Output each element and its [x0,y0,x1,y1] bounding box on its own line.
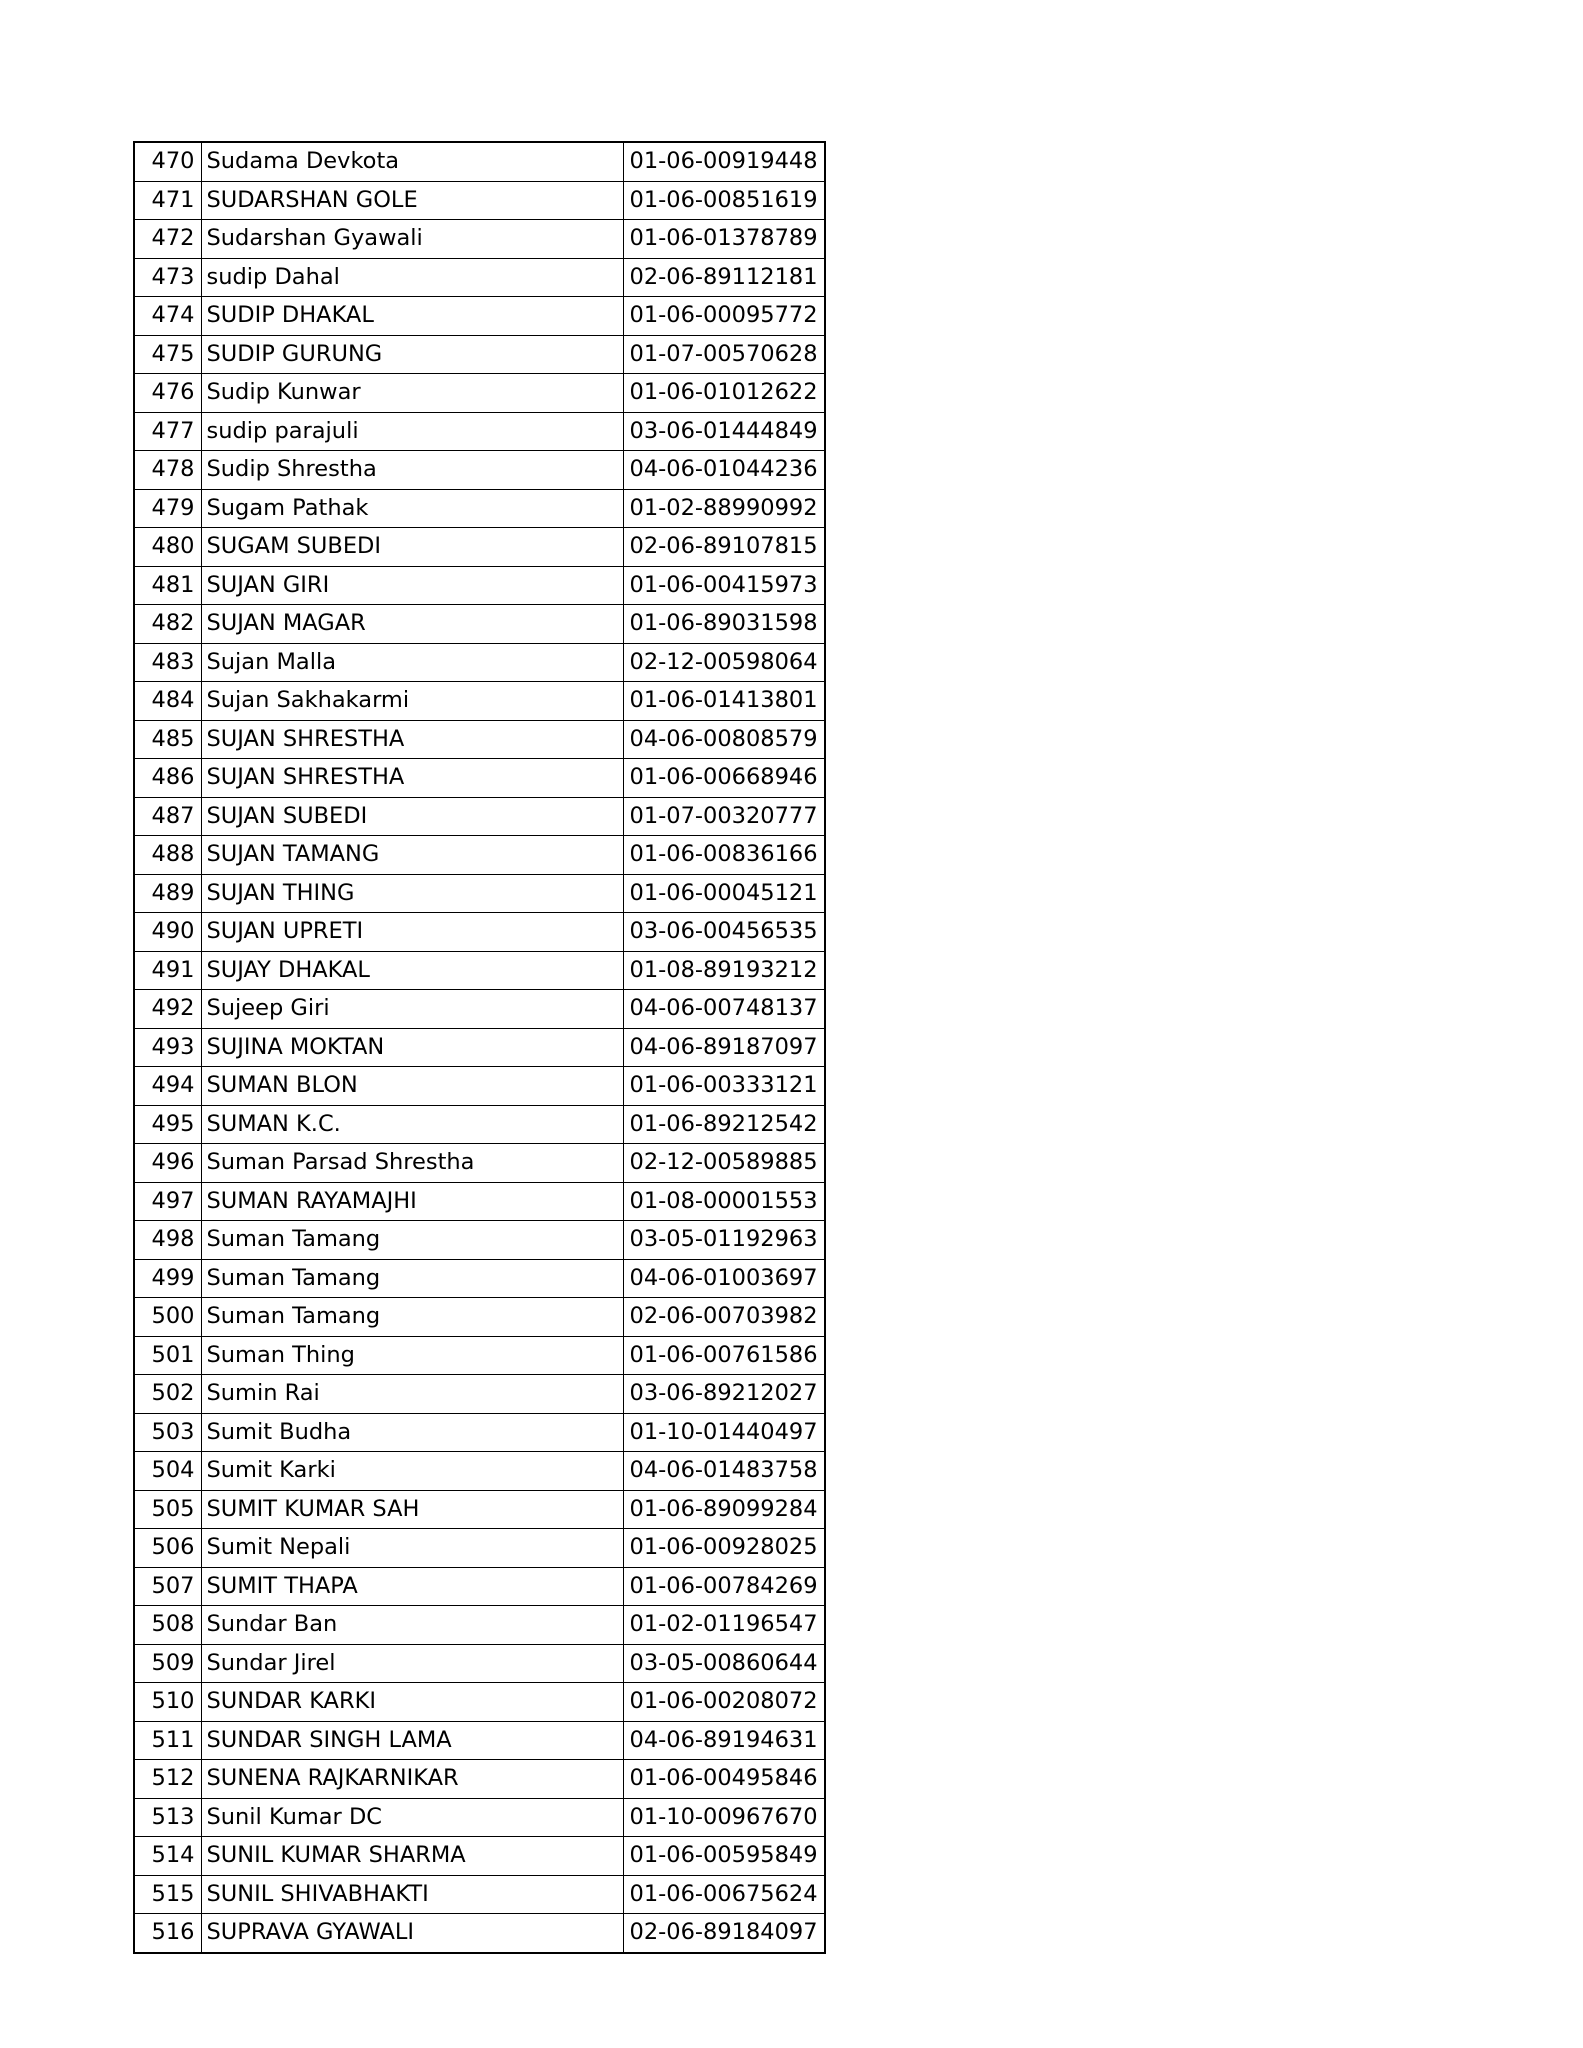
row-index-cell: 492 [134,990,201,1029]
row-id-cell: 03-05-01192963 [623,1221,825,1260]
table-row [134,797,825,836]
row-id-cell: 04-06-89187097 [623,1028,825,1067]
row-id-cell: 04-06-01044236 [623,451,825,490]
row-index-cell: 509 [134,1644,201,1683]
row-name-cell: SUJAN GIRI [201,566,623,605]
row-name-cell: SUJAY DHAKAL [201,951,623,990]
row-id-cell: 04-06-00808579 [623,720,825,759]
row-id-cell: 02-06-89112181 [623,258,825,297]
table-row [134,1452,825,1491]
row-name-cell: Sudama Devkota [201,142,623,181]
row-id-cell: 01-06-00761586 [623,1336,825,1375]
row-index-cell: 505 [134,1490,201,1529]
row-name-cell: Sujan Malla [201,643,623,682]
row-id-cell: 03-06-00456535 [623,913,825,952]
row-index-cell: 482 [134,605,201,644]
row-name-cell: SUMAN RAYAMAJHI [201,1182,623,1221]
row-index-cell: 510 [134,1683,201,1722]
row-name-cell: Sunil Kumar DC [201,1798,623,1837]
row-name-cell: SUNIL KUMAR SHARMA [201,1837,623,1876]
row-name-cell: Suman Tamang [201,1221,623,1260]
row-index-cell: 494 [134,1067,201,1106]
row-index-cell: 495 [134,1105,201,1144]
row-index-cell: 507 [134,1567,201,1606]
table-row [134,1221,825,1260]
row-index-cell: 490 [134,913,201,952]
table-row [134,181,825,220]
row-id-cell: 01-06-01413801 [623,682,825,721]
row-id-cell: 01-06-00495846 [623,1760,825,1799]
row-index-cell: 486 [134,759,201,798]
row-index-cell: 476 [134,374,201,413]
row-name-cell: Suman Thing [201,1336,623,1375]
row-name-cell: SUMAN K.C. [201,1105,623,1144]
row-name-cell: Suman Parsad Shrestha [201,1144,623,1183]
table-row [134,1529,825,1568]
row-id-cell: 03-05-00860644 [623,1644,825,1683]
row-id-cell: 01-02-01196547 [623,1606,825,1645]
row-index-cell: 513 [134,1798,201,1837]
row-index-cell: 489 [134,874,201,913]
row-name-cell: SUMIT THAPA [201,1567,623,1606]
row-name-cell: Sugam Pathak [201,489,623,528]
row-name-cell: SUDARSHAN GOLE [201,181,623,220]
row-id-cell: 01-06-00668946 [623,759,825,798]
row-index-cell: 480 [134,528,201,567]
row-id-cell: 02-12-00598064 [623,643,825,682]
row-name-cell: Sundar Ban [201,1606,623,1645]
row-index-cell: 503 [134,1413,201,1452]
row-index-cell: 498 [134,1221,201,1260]
table-row [134,874,825,913]
table-row [134,297,825,336]
row-id-cell: 01-06-89212542 [623,1105,825,1144]
table-row [134,1875,825,1914]
row-index-cell: 506 [134,1529,201,1568]
row-index-cell: 504 [134,1452,201,1491]
row-name-cell: SUNIL SHIVABHAKTI [201,1875,623,1914]
row-id-cell: 03-06-89212027 [623,1375,825,1414]
row-name-cell: SUNDAR KARKI [201,1683,623,1722]
row-index-cell: 500 [134,1298,201,1337]
table-row [134,605,825,644]
row-index-cell: 499 [134,1259,201,1298]
row-index-cell: 514 [134,1837,201,1876]
row-index-cell: 473 [134,258,201,297]
row-index-cell: 501 [134,1336,201,1375]
row-name-cell: SUDIP DHAKAL [201,297,623,336]
row-name-cell: Sujan Sakhakarmi [201,682,623,721]
row-index-cell: 483 [134,643,201,682]
table-row [134,643,825,682]
table-row [134,489,825,528]
row-id-cell: 01-08-89193212 [623,951,825,990]
table-row [134,1182,825,1221]
table-row [134,759,825,798]
table-row [134,1721,825,1760]
row-index-cell: 478 [134,451,201,490]
table-row [134,566,825,605]
row-index-cell: 485 [134,720,201,759]
row-id-cell: 01-06-89031598 [623,605,825,644]
table-row [134,1105,825,1144]
row-index-cell: 481 [134,566,201,605]
row-name-cell: SUJAN UPRETI [201,913,623,952]
row-id-cell: 01-06-00836166 [623,836,825,875]
table-row [134,1683,825,1722]
row-id-cell: 02-06-89107815 [623,528,825,567]
row-name-cell: Sudip Shrestha [201,451,623,490]
row-index-cell: 512 [134,1760,201,1799]
roster-table-body [134,142,825,1953]
row-name-cell: SUNENA RAJKARNIKAR [201,1760,623,1799]
row-index-cell: 511 [134,1721,201,1760]
row-id-cell: 01-06-00675624 [623,1875,825,1914]
table-row [134,1067,825,1106]
table-row [134,335,825,374]
row-id-cell: 01-06-01378789 [623,220,825,259]
row-index-cell: 475 [134,335,201,374]
row-name-cell: SUMAN BLON [201,1067,623,1106]
row-name-cell: SUJAN SHRESTHA [201,759,623,798]
row-name-cell: SUJAN MAGAR [201,605,623,644]
table-row [134,1490,825,1529]
row-index-cell: 477 [134,412,201,451]
table-row [134,1259,825,1298]
row-index-cell: 488 [134,836,201,875]
table-row [134,913,825,952]
table-row [134,451,825,490]
table-row [134,1760,825,1799]
row-name-cell: Sudip Kunwar [201,374,623,413]
row-id-cell: 01-06-89099284 [623,1490,825,1529]
row-name-cell: SUNDAR SINGH LAMA [201,1721,623,1760]
row-id-cell: 01-10-01440497 [623,1413,825,1452]
table-row [134,1144,825,1183]
row-index-cell: 496 [134,1144,201,1183]
row-name-cell: SUJAN TAMANG [201,836,623,875]
row-index-cell: 484 [134,682,201,721]
row-id-cell: 01-06-00415973 [623,566,825,605]
row-id-cell: 01-06-00928025 [623,1529,825,1568]
row-id-cell: 04-06-01003697 [623,1259,825,1298]
row-id-cell: 01-06-00851619 [623,181,825,220]
row-name-cell: Sumit Nepali [201,1529,623,1568]
table-row [134,1413,825,1452]
table-row [134,1028,825,1067]
row-name-cell: Sumit Budha [201,1413,623,1452]
row-index-cell: 497 [134,1182,201,1221]
row-name-cell: Sumin Rai [201,1375,623,1414]
row-id-cell: 01-06-00333121 [623,1067,825,1106]
row-index-cell: 508 [134,1606,201,1645]
table-row [134,720,825,759]
row-name-cell: SUPRAVA GYAWALI [201,1914,623,1953]
row-index-cell: 471 [134,181,201,220]
table-row [134,1914,825,1953]
table-row [134,412,825,451]
row-name-cell: Sumit Karki [201,1452,623,1491]
row-name-cell: SUMIT KUMAR SAH [201,1490,623,1529]
table-row [134,1375,825,1414]
table-row [134,1336,825,1375]
roster-table [133,141,826,1954]
row-index-cell: 474 [134,297,201,336]
row-id-cell: 01-02-88990992 [623,489,825,528]
table-row [134,1798,825,1837]
row-index-cell: 487 [134,797,201,836]
row-id-cell: 01-10-00967670 [623,1798,825,1837]
row-name-cell: Suman Tamang [201,1259,623,1298]
row-id-cell: 02-12-00589885 [623,1144,825,1183]
row-name-cell: sudip Dahal [201,258,623,297]
row-id-cell: 01-06-00045121 [623,874,825,913]
row-id-cell: 02-06-89184097 [623,1914,825,1953]
row-id-cell: 04-06-01483758 [623,1452,825,1491]
row-id-cell: 01-06-00919448 [623,142,825,181]
table-row [134,990,825,1029]
row-index-cell: 472 [134,220,201,259]
row-name-cell: SUJAN SHRESTHA [201,720,623,759]
row-id-cell: 01-07-00320777 [623,797,825,836]
row-name-cell: SUJAN THING [201,874,623,913]
table-row [134,258,825,297]
row-id-cell: 02-06-00703982 [623,1298,825,1337]
table-row [134,1837,825,1876]
row-name-cell: Suman Tamang [201,1298,623,1337]
table-row [134,1644,825,1683]
row-id-cell: 01-06-00595849 [623,1837,825,1876]
row-index-cell: 470 [134,142,201,181]
row-index-cell: 502 [134,1375,201,1414]
table-row [134,374,825,413]
row-id-cell: 01-06-00095772 [623,297,825,336]
row-name-cell: sudip parajuli [201,412,623,451]
table-row [134,951,825,990]
table-row [134,682,825,721]
row-name-cell: Sujeep Giri [201,990,623,1029]
row-id-cell: 04-06-00748137 [623,990,825,1029]
row-id-cell: 04-06-89194631 [623,1721,825,1760]
row-name-cell: Sudarshan Gyawali [201,220,623,259]
table-row [134,142,825,181]
row-id-cell: 01-06-00784269 [623,1567,825,1606]
row-name-cell: SUDIP GURUNG [201,335,623,374]
row-id-cell: 01-07-00570628 [623,335,825,374]
table-row [134,528,825,567]
row-id-cell: 01-08-00001553 [623,1182,825,1221]
table-row [134,220,825,259]
row-name-cell: SUGAM SUBEDI [201,528,623,567]
row-id-cell: 01-06-00208072 [623,1683,825,1722]
table-row [134,1298,825,1337]
row-name-cell: SUJAN SUBEDI [201,797,623,836]
row-name-cell: SUJINA MOKTAN [201,1028,623,1067]
row-index-cell: 515 [134,1875,201,1914]
row-id-cell: 01-06-01012622 [623,374,825,413]
table-row [134,836,825,875]
table-row [134,1567,825,1606]
row-index-cell: 479 [134,489,201,528]
row-index-cell: 493 [134,1028,201,1067]
row-index-cell: 491 [134,951,201,990]
row-id-cell: 03-06-01444849 [623,412,825,451]
table-row [134,1606,825,1645]
row-name-cell: Sundar Jirel [201,1644,623,1683]
row-index-cell: 516 [134,1914,201,1953]
